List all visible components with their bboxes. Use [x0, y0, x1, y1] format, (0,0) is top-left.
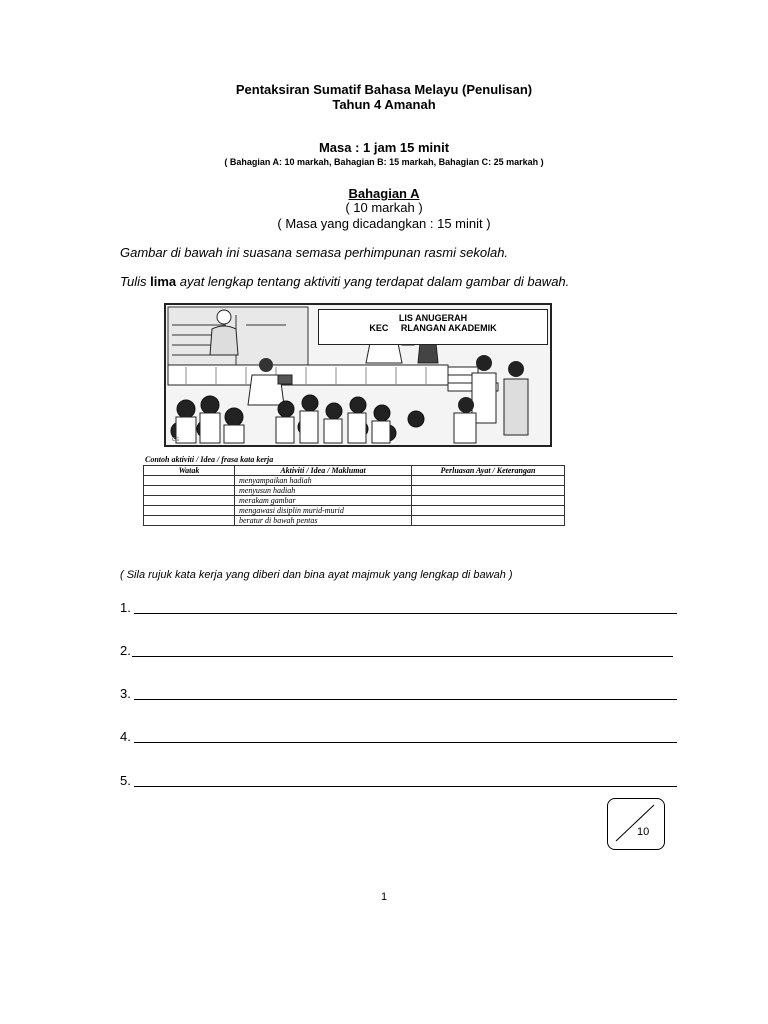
exam-title: Pentaksiran Sumatif Bahasa Melayu (Penulisan) [235, 82, 533, 97]
table-cell [412, 486, 565, 496]
table-cell [144, 516, 235, 526]
score-slash-icon [608, 799, 664, 849]
table-header-row [144, 466, 565, 476]
table-cell: menyampaikan hadiah [235, 476, 412, 486]
answer-line-1[interactable] [134, 613, 677, 614]
answer-prompt: ( Sila rujuk kata kerja yang diberi dan bina ayat majmuk yang lengkap di bawah ) [120, 569, 513, 581]
section-heading [0, 186, 768, 201]
page-number: 1 [380, 891, 388, 903]
instruction-line-2 [120, 274, 569, 289]
award-banner [318, 309, 548, 345]
table-row [144, 476, 565, 486]
instruction-bold-word: lima [150, 274, 177, 289]
class-name: Tahun 4 Amanah [332, 97, 436, 112]
table-row [144, 486, 565, 496]
suggested-time: ( Masa yang dicadangkan : 15 minit ) [277, 216, 491, 231]
column-header: Perluasan Ayat / Keterangan [412, 466, 565, 476]
table-row [144, 506, 565, 516]
table-cell: beratur di bawah pentas [235, 516, 412, 526]
table-cell: menyusun hadiah [235, 486, 412, 496]
vocab-caption: Contoh aktiviti / Idea / frasa kata kerja [145, 455, 274, 464]
table-cell [144, 506, 235, 516]
instruction-text: ayat lengkap tentang aktiviti yang terdapat dalam gambar di bawah. [176, 274, 570, 289]
instruction-text: Tulis [120, 274, 151, 289]
answer-number-1: 1. [120, 600, 131, 615]
score-box [607, 798, 665, 850]
table-cell [144, 486, 235, 496]
answer-number-3: 3. [120, 686, 131, 701]
banner-line-1: LIS ANUGERAH [398, 313, 468, 323]
assembly-illustration [164, 303, 552, 447]
answer-line-3[interactable] [134, 699, 677, 700]
vocab-table [143, 465, 565, 526]
table-cell: mengawasi disiplin murid-murid [235, 506, 412, 516]
table-cell [412, 516, 565, 526]
answer-line-2[interactable] [132, 656, 673, 657]
table-cell: merakam gambar [235, 496, 412, 506]
section-marks: ( 10 markah ) [345, 200, 423, 215]
column-header: Aktiviti / Idea / Maklumat [235, 466, 412, 476]
table-cell [412, 476, 565, 486]
column-header: Watak [144, 466, 235, 476]
answer-number-2: 2. [120, 643, 131, 658]
svg-text:cs: cs [172, 436, 179, 443]
table-cell [412, 496, 565, 506]
table-row [144, 496, 565, 506]
answer-line-5[interactable] [134, 786, 677, 787]
marks-breakdown: ( Bahagian A: 10 markah, Bahagian B: 15 markah, Bahagian C: 25 markah ) [224, 157, 544, 167]
score-max: 10 [637, 826, 650, 838]
table-cell [412, 506, 565, 516]
time-allocation: Masa : 1 jam 15 minit [318, 140, 450, 155]
table-row [144, 516, 565, 526]
answer-number-5: 5. [120, 773, 131, 788]
section-name: Bahagian A [348, 186, 420, 201]
table-cell [144, 476, 235, 486]
instruction-line-1: Gambar di bawah ini suasana semasa perhimpunan rasmi sekolah. [120, 245, 509, 260]
table-cell [144, 496, 235, 506]
answer-number-4: 4. [120, 729, 131, 744]
answer-line-4[interactable] [134, 742, 677, 743]
banner-line-2: KEC RLANGAN AKADEMIK [369, 323, 497, 333]
